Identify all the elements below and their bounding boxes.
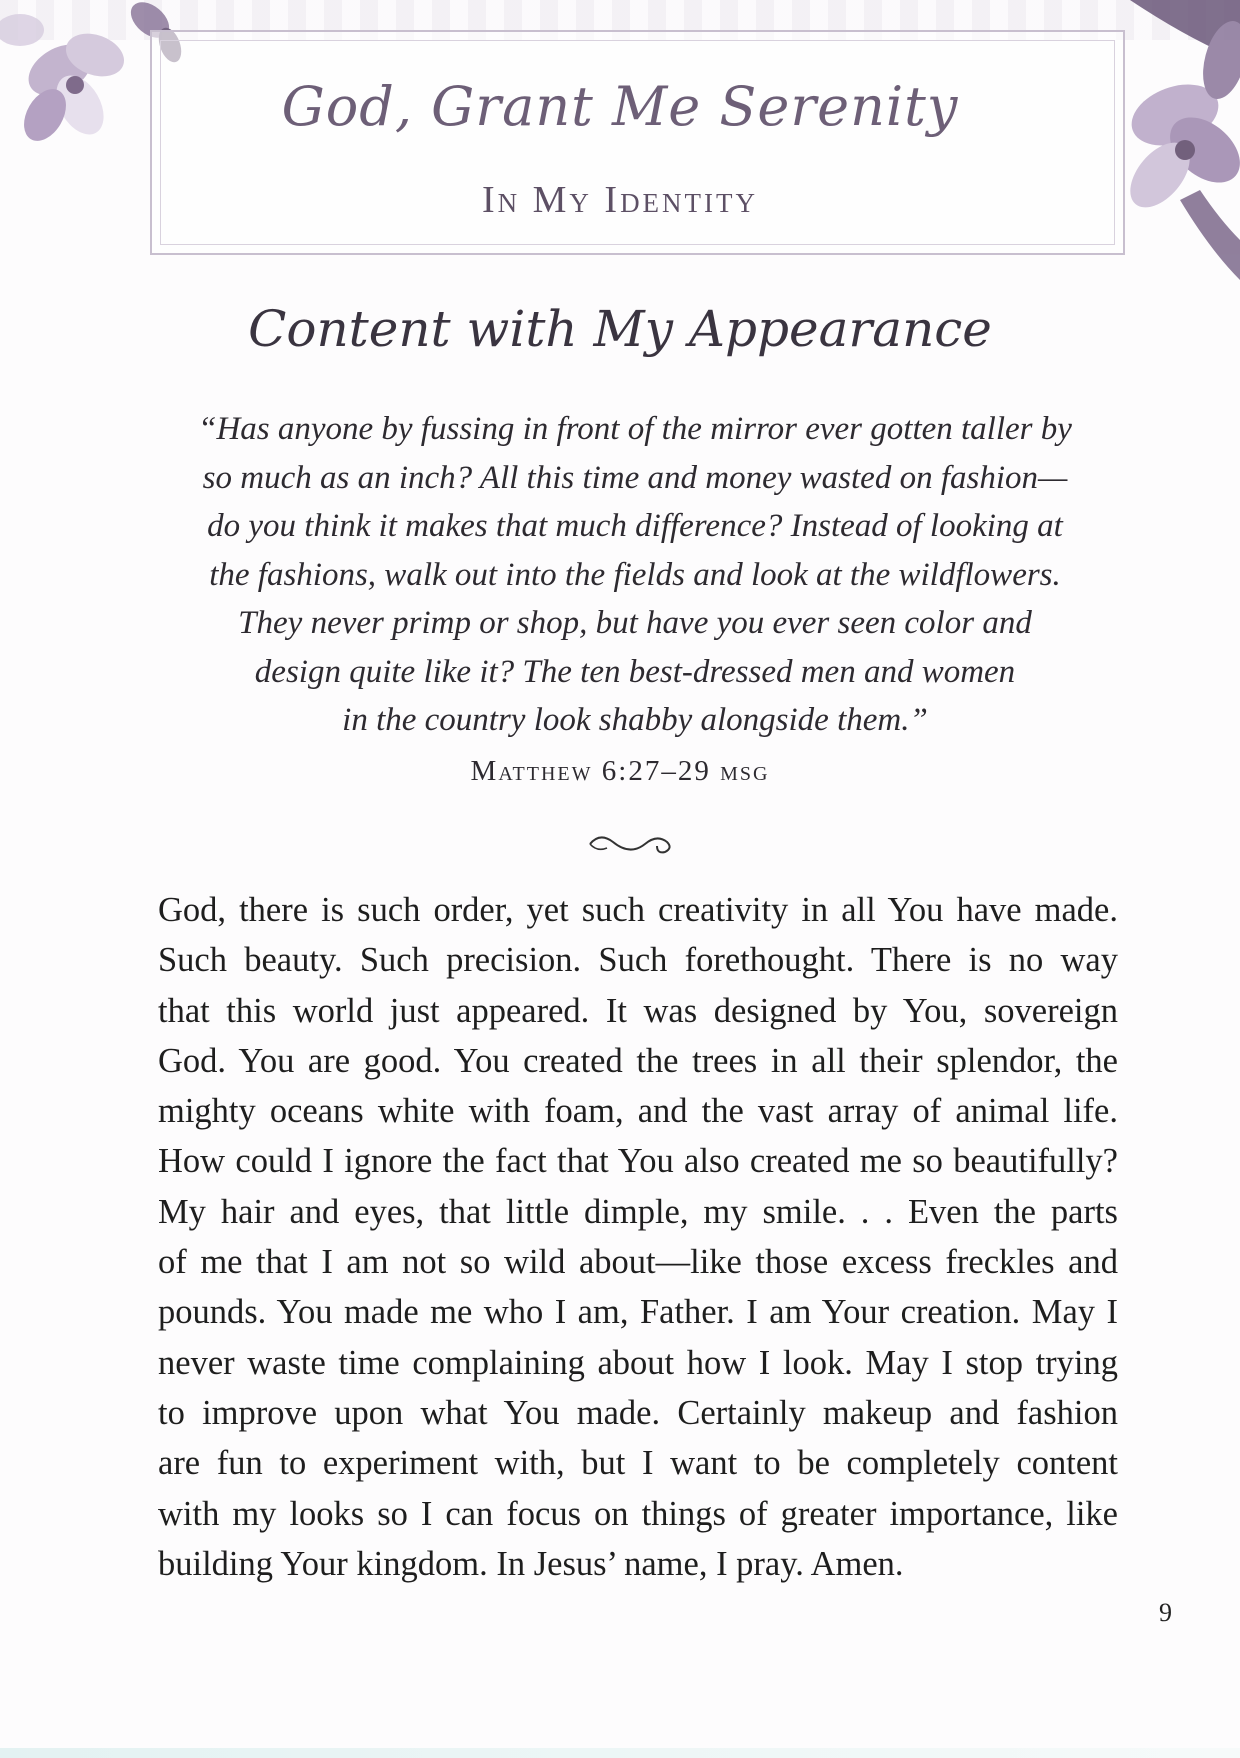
prayer-line: are fun to experiment with, but I want to be completely content [158, 1444, 1118, 1483]
prayer-line: building Your kingdom. In Jesus’ name, I pray. Amen. [158, 1544, 904, 1583]
series-subtitle: In My Identity [481, 179, 759, 221]
prayer-body [158, 885, 1118, 1589]
bottom-strip-decoration [0, 1748, 1240, 1758]
prayer-line: God. You are good. You created the trees in all their splendor, the [158, 1041, 1118, 1080]
prayer-line: My hair and eyes, that little dimple, my smile. . . Even the parts [158, 1192, 1118, 1231]
scripture-quote [170, 405, 1100, 745]
series-title: God, Grant Me Serenity [281, 75, 959, 138]
prayer-line: God, there is such order, yet such creativity in all You have made. [158, 891, 1118, 929]
quote-line: do you think it makes that much difference? Instead of looking at [207, 508, 1063, 544]
prayer-line: never waste time complaining about how I look. May I stop trying [158, 1343, 1118, 1382]
quote-line: so much as an inch? All this time and money wasted on fashion— [202, 459, 1068, 496]
quote-line: in the country look shabby alongside them.” [342, 702, 928, 738]
page-number: 9 [1159, 1598, 1172, 1627]
prayer-line: to improve upon what You made. Certainly makeup and fashion [158, 1393, 1118, 1432]
prayer-line: of me that I am not so wild about—like those excess freckles and [158, 1243, 1118, 1282]
entry-title: Content with My Appearance [248, 300, 992, 358]
prayer-line: How could I ignore the fact that You also created me so beautifully? [158, 1142, 1118, 1181]
prayer-line: with my looks so I can focus on things of greater importance, like [158, 1494, 1118, 1533]
prayer-line: mighty oceans white with foam, and the vast array of animal life. [158, 1092, 1118, 1131]
prayer-line: Such beauty. Such precision. Such forethought. There is no way [158, 941, 1118, 980]
quote-line: “Has anyone by fussing in front of the mirror ever gotten taller by [198, 411, 1072, 447]
prayer-line: pounds. You made me who I am, Father. I am Your creation. May I [158, 1293, 1118, 1332]
flourish-ornament-icon [585, 830, 675, 860]
quote-line: design quite like it? The ten best-dressed men and women [254, 653, 1016, 690]
quote-line: They never primp or shop, but have you ever seen color and [238, 605, 1032, 641]
scripture-reference: Matthew 6:27–29 msg [470, 755, 770, 787]
quote-line: the fashions, walk out into the fields and look at the wildflowers. [209, 556, 1061, 593]
prayer-line: that this world just appeared. It was designed by You, sovereign [158, 991, 1118, 1030]
